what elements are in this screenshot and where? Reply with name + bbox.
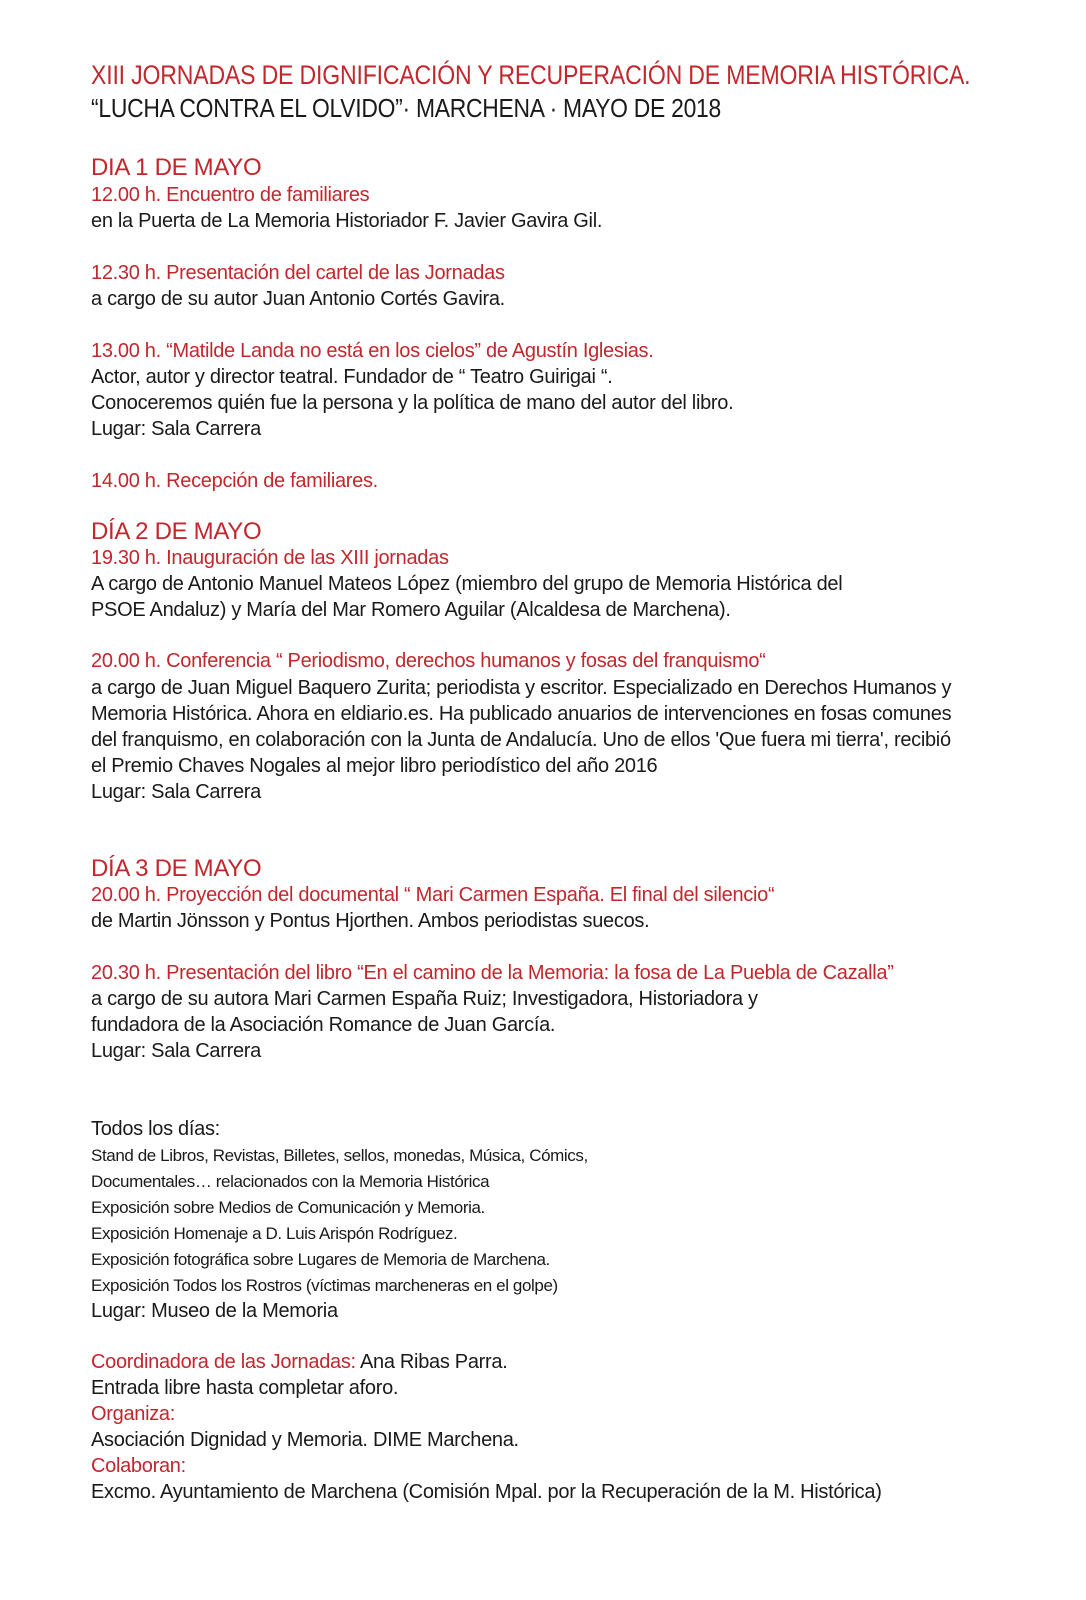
day1-event2-line: a cargo de su autor Juan Antonio Cortés Gavira. <box>91 288 505 310</box>
everyday-item: Exposición Homenaje a D. Luis Arispón Rodríguez. <box>91 1224 458 1243</box>
day2-event1-line1: A cargo de Antonio Manuel Mateos López (miembro del grupo de Memoria Histórica del <box>91 573 843 595</box>
everyday-item: Exposición Todos los Rostros (víctimas marcheneras en el golpe) <box>91 1276 558 1295</box>
everyday-item: Documentales… relacionados con la Memoria Histórica <box>91 1172 490 1191</box>
day3-heading: DÍA 3 DE MAYO <box>91 855 262 882</box>
coordinator-name: Ana Ribas Parra. <box>355 1351 508 1373</box>
everyday-item: Exposición sobre Medios de Comunicación y Memoria. <box>91 1198 485 1217</box>
day1-event1-line: en la Puerta de La Memoria Historiador F. Javier Gavira Gil. <box>91 210 603 232</box>
coordinator-label: Coordinadora de las Jornadas: <box>91 1351 356 1373</box>
day2-event2-line3: del franquismo, en colaboración con la Junta de Andalucía. Uno de ellos 'Que fuera mi tierra', recibió <box>91 729 951 751</box>
day2-event2-line2: Memoria Histórica. Ahora en eldiario.es. Ha publicado anuarios de intervenciones en fosas comunes <box>91 703 952 725</box>
day3-event1-line: de Martin Jönsson y Pontus Hjorthen. Ambos periodistas suecos. <box>91 910 650 932</box>
day2-event1-title: 19.30 h. Inauguración de las XIII jornadas <box>91 547 449 569</box>
day2-event2-line4: el Premio Chaves Nogales al mejor libro periodístico del año 2016 <box>91 755 658 777</box>
day2-heading: DÍA 2 DE MAYO <box>91 518 262 545</box>
day2-event2-place: Lugar: Sala Carrera <box>91 781 261 803</box>
day3-event2-place: Lugar: Sala Carrera <box>91 1040 261 1062</box>
everyday-heading: Todos los días: <box>91 1118 220 1140</box>
day3-event2-line2: fundadora de la Asociación Romance de Juan García. <box>91 1014 556 1036</box>
organiza-value: Asociación Dignidad y Memoria. DIME Marchena. <box>91 1429 519 1451</box>
everyday-item: Exposición fotográfica sobre Lugares de Memoria de Marchena. <box>91 1250 550 1269</box>
colaboran-value: Excmo. Ayuntamiento de Marchena (Comisión Mpal. por la Recuperación de la M. Histórica) <box>91 1481 882 1503</box>
day1-event3-line2: Conoceremos quién fue la persona y la política de mano del autor del libro. <box>91 392 734 414</box>
day1-heading: DIA 1 DE MAYO <box>91 154 262 181</box>
entry-note: Entrada libre hasta completar aforo. <box>91 1377 399 1399</box>
day1-event3-place: Lugar: Sala Carrera <box>91 418 261 440</box>
day2-event2-line1: a cargo de Juan Miguel Baquero Zurita; periodista y escritor. Especializado en Derechos Humanos y <box>91 677 952 699</box>
organiza-label: Organiza: <box>91 1403 176 1425</box>
day3-event1-title: 20.00 h. Proyección del documental “ Mari Carmen España. El final del silencio“ <box>91 884 775 906</box>
day2-event2-title: 20.00 h. Conferencia “ Periodismo, derechos humanos y fosas del franquismo“ <box>91 650 766 672</box>
day1-event1-title: 12.00 h. Encuentro de familiares <box>91 184 370 206</box>
day1-event2-title: 12.30 h. Presentación del cartel de las Jornadas <box>91 262 505 284</box>
page-subtitle: “LUCHA CONTRA EL OLVIDO”· MARCHENA · MAYO DE 2018 <box>91 93 721 123</box>
colaboran-label: Colaboran: <box>91 1455 186 1477</box>
day1-event3-line1: Actor, autor y director teatral. Fundador de “ Teatro Guirigai “. <box>91 366 613 388</box>
everyday-place: Lugar: Museo de la Memoria <box>91 1300 338 1322</box>
day3-event2-line1: a cargo de su autora Mari Carmen España Ruiz; Investigadora, Historiadora y <box>91 988 758 1010</box>
day2-event1-line2: PSOE Andaluz) y María del Mar Romero Aguilar (Alcaldesa de Marchena). <box>91 599 731 621</box>
page-title: XIII JORNADAS DE DIGNIFICACIÓN Y RECUPERACIÓN DE MEMORIA HISTÓRICA. <box>91 60 971 90</box>
day1-event4-title: 14.00 h. Recepción de familiares. <box>91 470 378 492</box>
day1-event3-title: 13.00 h. “Matilde Landa no está en los cielos” de Agustín Iglesias. <box>91 340 654 362</box>
everyday-item: Stand de Libros, Revistas, Billetes, sellos, monedas, Música, Cómics, <box>91 1146 588 1165</box>
coordinator <box>91 1351 507 1374</box>
day3-event2-title: 20.30 h. Presentación del libro “En el camino de la Memoria: la fosa de La Puebla de Cazalla” <box>91 962 894 984</box>
